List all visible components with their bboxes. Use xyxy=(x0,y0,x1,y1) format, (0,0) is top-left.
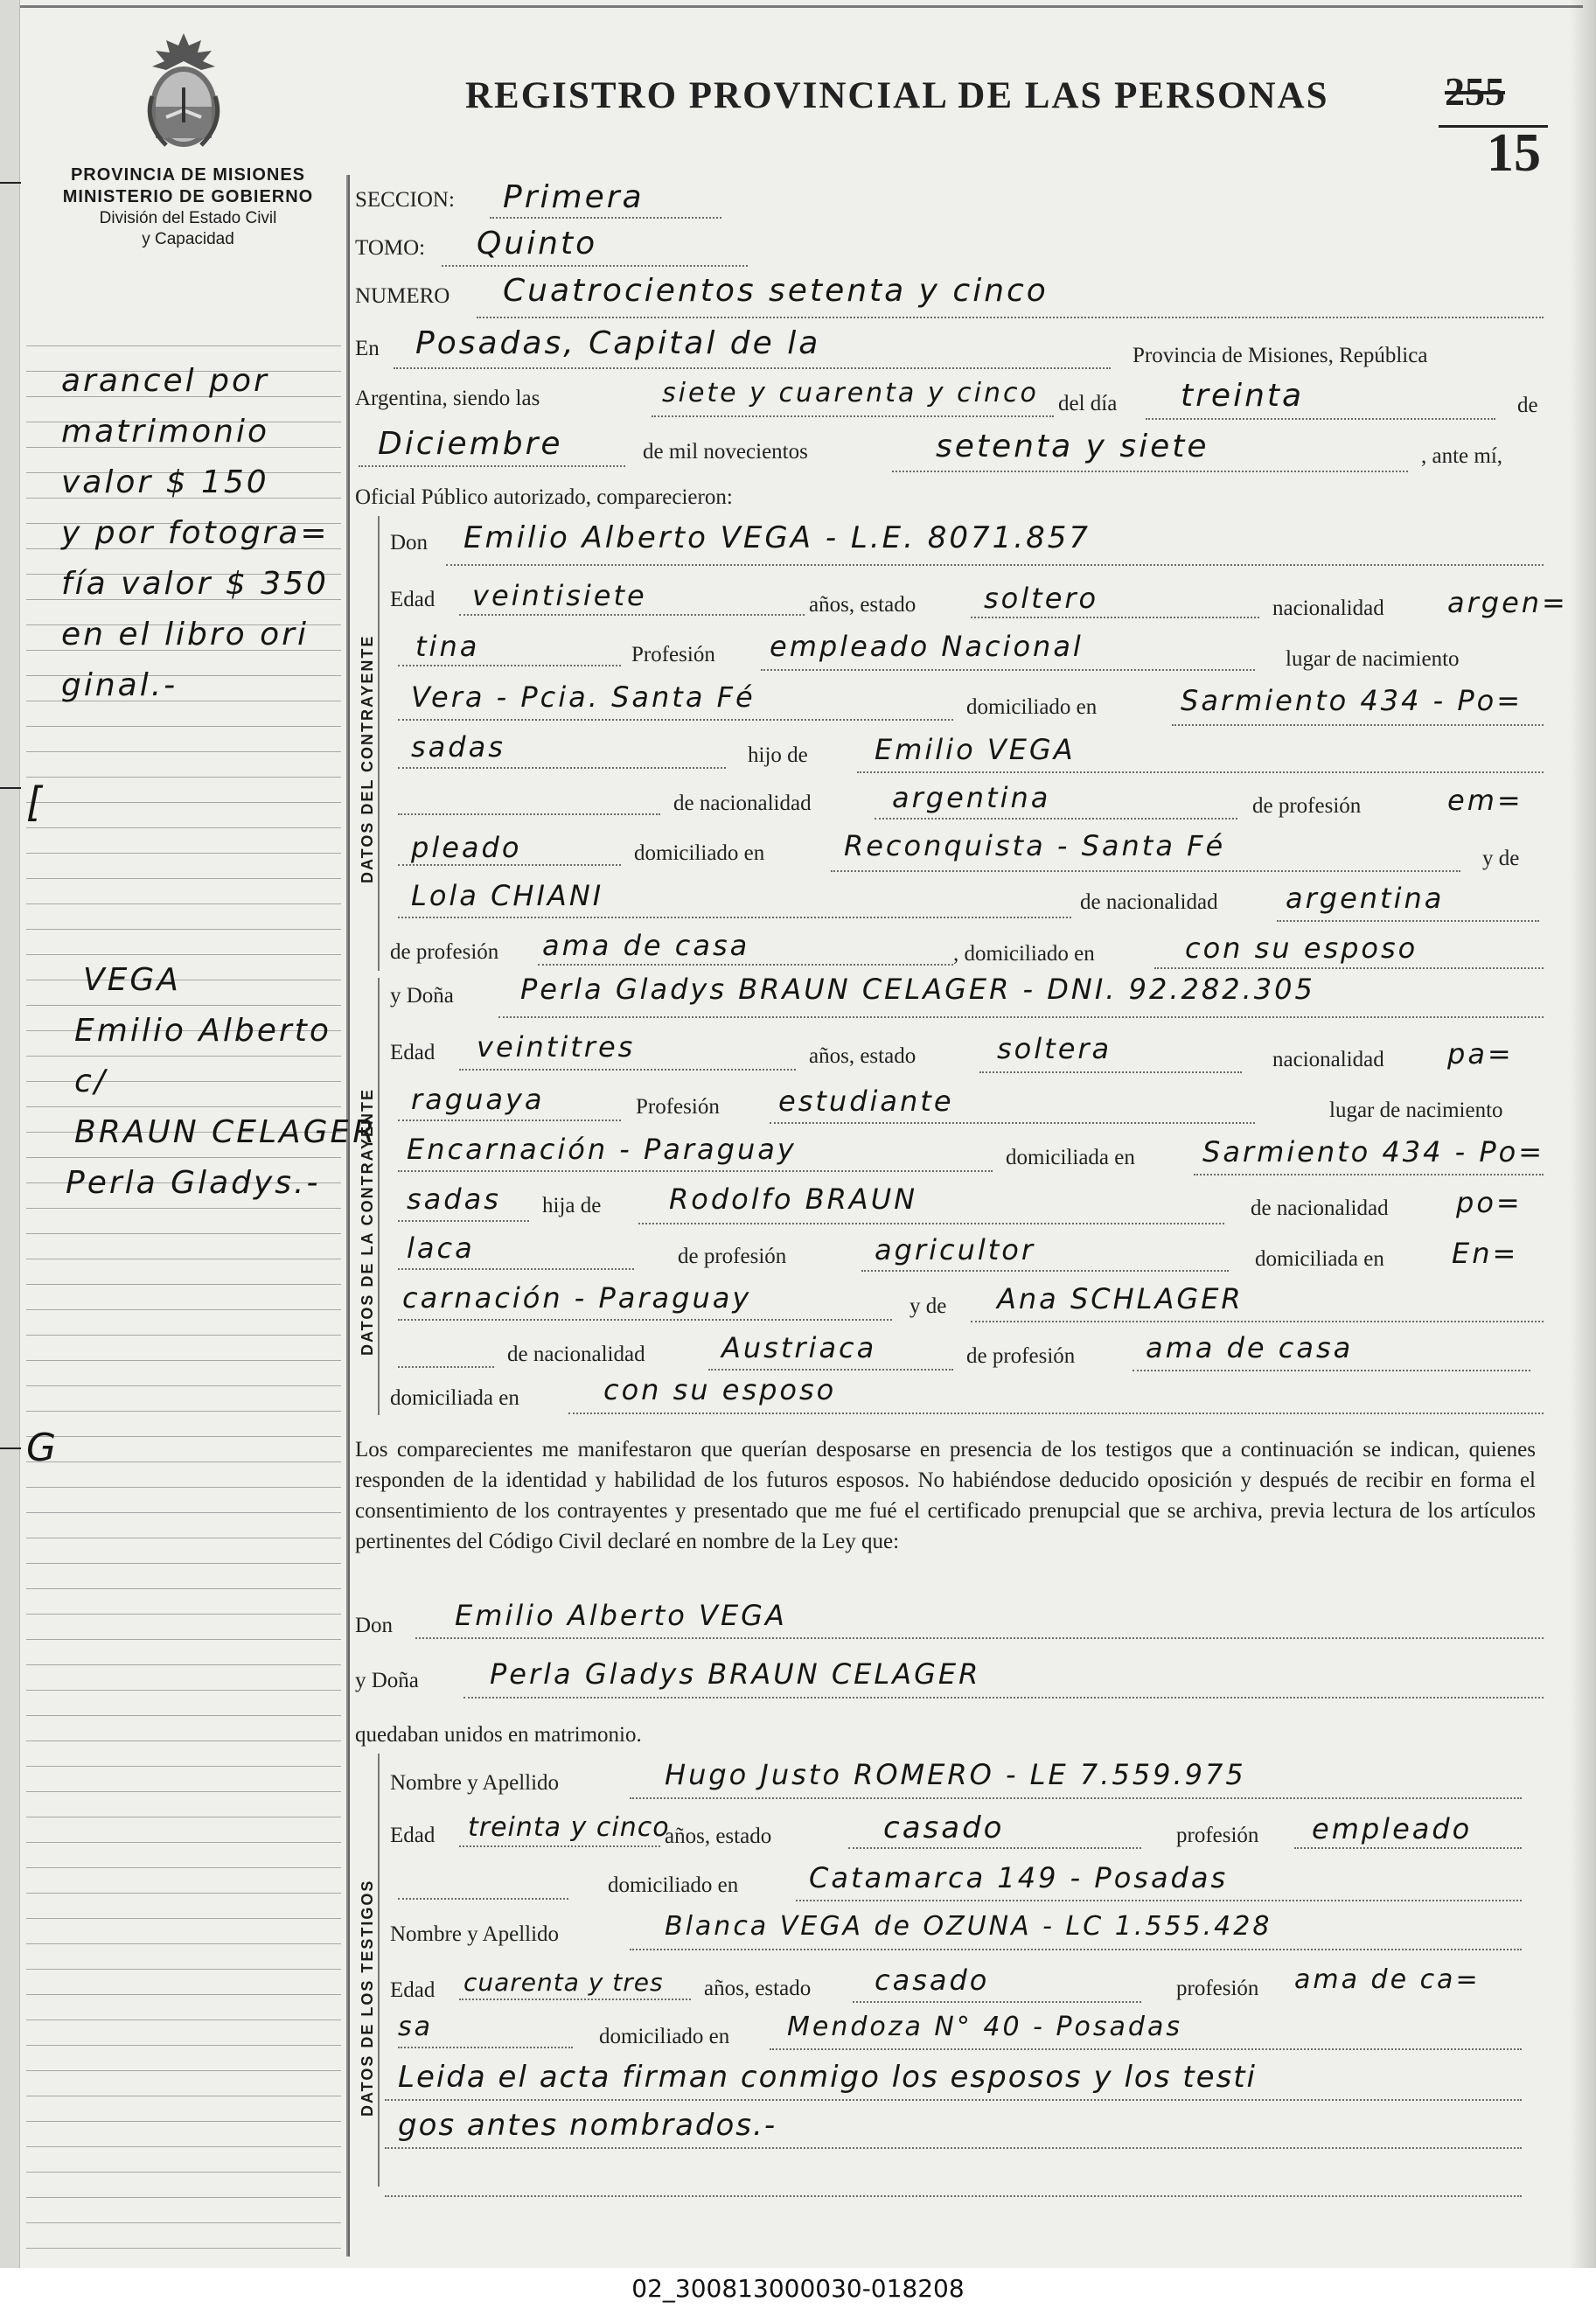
fill-line xyxy=(398,665,621,666)
margin-rule-line xyxy=(26,1157,341,1158)
margin-rule-line xyxy=(26,1893,341,1894)
padre-nacionalidad-label: de nacionalidad xyxy=(673,792,812,815)
margin-name-with: c/ xyxy=(74,1064,108,1099)
fill-line xyxy=(385,2195,1522,2197)
agency-line: División del Estado Civil xyxy=(99,209,277,227)
domiciliado-label: domiciliado en xyxy=(599,2025,730,2048)
fill-line xyxy=(398,1898,568,1900)
testigo-1-profesion: empleado xyxy=(1312,1812,1473,1845)
margin-rule-line xyxy=(26,1360,341,1361)
fill-line xyxy=(398,917,1071,918)
fill-line xyxy=(1172,724,1544,726)
top-edge xyxy=(9,5,1583,8)
binding-mark xyxy=(0,182,21,184)
margin-bracket-mark: [ xyxy=(26,778,45,826)
contrayente-1-frame xyxy=(378,516,380,971)
fill-line xyxy=(490,217,721,219)
fill-line xyxy=(459,1999,691,2000)
margin-note-line: matrimonio xyxy=(61,414,269,450)
closing-statement: Leida el acta firman conmigo los esposos y los testi xyxy=(398,2060,1257,2095)
testigo-2-profesion-cont: sa xyxy=(398,2012,434,2042)
quedaban-unidos: quedaban unidos en matrimonio. xyxy=(355,1723,642,1747)
fill-line xyxy=(398,864,621,866)
contrayente-2-lugar-nacimiento: Encarnación - Paraguay xyxy=(407,1133,797,1166)
contrayente-1-lugar-nacimiento: Vera - Pcia. Santa Fé xyxy=(411,680,756,714)
margin-rule-line xyxy=(26,1436,341,1437)
anios-estado-label: años, estado xyxy=(665,1824,772,1848)
margin-name-given: Perla Gladys.- xyxy=(66,1165,321,1201)
fill-line xyxy=(398,719,953,721)
madre-domicilio-label: , domiciliado en xyxy=(953,942,1095,966)
fill-line xyxy=(979,1071,1242,1073)
margin-rule-line xyxy=(26,1385,341,1386)
numero-value: Cuatrocientos setenta y cinco xyxy=(503,273,1049,309)
contrayente-2-padre: Rodolfo BRAUN xyxy=(669,1182,918,1216)
margin-rule-line xyxy=(26,802,341,803)
fill-line xyxy=(1277,920,1539,922)
agency-line: MINISTERIO DE GOBIERNO xyxy=(62,187,314,206)
margin-rule-line xyxy=(26,1969,341,1970)
fill-line xyxy=(1194,1174,1544,1175)
contrayente-2-name: Perla Gladys BRAUN CELAGER - DNI. 92.282.305 xyxy=(520,973,1315,1006)
contrayente-2-padre-nacionalidad-cont: laca xyxy=(407,1231,475,1265)
margin-rule-line xyxy=(26,1588,341,1589)
contrayente-1-padre-nacionalidad: argentina xyxy=(892,781,1051,814)
fill-line xyxy=(415,1637,1544,1639)
ante-label: , ante mí, xyxy=(1421,444,1503,468)
margin-rule-line xyxy=(26,1106,341,1107)
testigo-2-edad: cuarenta y tres xyxy=(463,1968,664,1997)
testigo-1-estado: casado xyxy=(883,1810,1005,1845)
fill-line xyxy=(861,1270,1229,1272)
profesion-label: profesión xyxy=(1176,1824,1259,1847)
contrayente-2-estado: soltera xyxy=(997,1032,1112,1065)
fill-line xyxy=(630,1949,1522,1950)
margin-rule-line xyxy=(26,726,341,727)
fill-line xyxy=(1133,1370,1530,1371)
margin-rule-line xyxy=(26,1005,341,1006)
oficial-label: Oficial Público autorizado, comparecieron: xyxy=(355,485,733,509)
fill-line xyxy=(770,2048,1522,2050)
don-label: Don xyxy=(355,1614,394,1637)
testigo-2-domicilio: Mendoza N° 40 - Posadas xyxy=(787,2012,1182,2042)
contrayente-2-madre-profesion: ama de casa xyxy=(1146,1331,1354,1364)
agency-line: y Capacidad xyxy=(142,229,234,248)
dia-value: treinta xyxy=(1181,378,1305,414)
margin-rule-line xyxy=(26,1918,341,1919)
coat-of-arms-icon xyxy=(131,26,236,157)
numero-label: NUMERO xyxy=(355,284,450,308)
fill-line xyxy=(446,564,1544,566)
file-identifier: 02_300813000030-018208 xyxy=(0,2268,1596,2309)
testigo-1-domicilio: Catamarca 149 - Posadas xyxy=(809,1861,1229,1894)
fill-line xyxy=(398,1268,634,1270)
margin-rule-line xyxy=(26,1335,341,1336)
contrayente-2-frame xyxy=(378,978,380,1415)
page-number-old: 255 xyxy=(1445,69,1505,114)
fill-line xyxy=(394,367,1111,369)
contrayente-1-domicilio: Sarmiento 434 - Po= xyxy=(1181,684,1523,717)
margin-name-surname: BRAUN CELAGER xyxy=(74,1114,378,1150)
margin-rule-line xyxy=(26,1994,341,1995)
nombre-apellido-label: Nombre y Apellido xyxy=(390,1771,560,1795)
de-label: de xyxy=(1517,394,1538,417)
padre-domicilio-label: domiciliado en xyxy=(634,841,765,865)
fill-line xyxy=(398,2047,573,2048)
del-dia-label: del día xyxy=(1058,392,1118,415)
testigos-frame xyxy=(378,1754,380,2187)
hora-value: siete y cuarenta y cinco xyxy=(662,378,1039,408)
nacionalidad-label: nacionalidad xyxy=(1272,596,1384,620)
en-label: En xyxy=(355,337,380,360)
margin-name-surname: VEGA xyxy=(83,962,181,998)
contrayente-2-madre-nacionalidad: Austriaca xyxy=(721,1331,877,1364)
fill-line xyxy=(708,1369,953,1371)
margin-name-given: Emilio Alberto xyxy=(74,1013,331,1049)
margin-rule-line xyxy=(26,1690,341,1691)
margin-rule-line xyxy=(26,1791,341,1792)
lugar-value: Posadas, Capital de la xyxy=(415,325,821,361)
contrayente-2-padre-nacionalidad: po= xyxy=(1456,1186,1523,1219)
margin-rule-line xyxy=(26,1563,341,1564)
fill-line xyxy=(459,1069,796,1071)
fill-line xyxy=(459,1845,660,1847)
madre-profesion-label: de profesión xyxy=(390,940,499,964)
fill-line xyxy=(398,767,726,769)
contrayente-1-estado: soltero xyxy=(984,582,1099,615)
fill-line xyxy=(638,1223,1224,1224)
contrayente-1-madre: Lola CHIANI xyxy=(411,879,604,912)
contrayente-2-nacionalidad: pa= xyxy=(1447,1037,1514,1071)
padre-profesion-label: de profesión xyxy=(678,1245,787,1268)
margin-rule-line xyxy=(26,2146,341,2147)
margin-rule-line xyxy=(26,903,341,904)
edad-label: Edad xyxy=(390,1041,436,1064)
lugar-nacimiento-label: lugar de nacimiento xyxy=(1286,647,1460,671)
seccion-label: SECCION: xyxy=(355,188,455,212)
nombre-apellido-label: Nombre y Apellido xyxy=(390,1922,560,1946)
don-label: Don xyxy=(390,531,429,555)
margin-rule-line xyxy=(26,1842,341,1843)
contrayente-1-madre-domicilio: con su esposo xyxy=(1185,931,1418,965)
domiciliada-label: domiciliada en xyxy=(1006,1146,1135,1169)
agency-line: PROVINCIA DE MISIONES xyxy=(70,165,306,185)
document-title: REGISTRO PROVINCIAL DE LAS PERSONAS xyxy=(465,75,1329,116)
anios-estado-label: años, estado xyxy=(704,1977,812,2000)
declaration-paragraph: Los comparecientes me manifestaron que querían desposarse en presencia de los testigos que a continuación se indican, quienes responden de la identidad y habilidad de los futuros esposos. No habiéndose deducido oposición y después de recibir en forma el consentimiento de los contrayentes y presentado que me fué el certificado prenupcial que se archiva, previa lectura de los artículos pertinentes del Código Civil declaré en nombre de la Ley que: xyxy=(355,1438,1536,1553)
anios-estado-label: años, estado xyxy=(809,1044,916,1068)
fill-line xyxy=(831,870,1460,872)
testigo-2-profesion: ama de ca= xyxy=(1294,1964,1481,1995)
fill-line xyxy=(770,1122,1255,1124)
fill-line xyxy=(463,1697,1544,1699)
binding-mark xyxy=(0,787,21,789)
fill-line xyxy=(1294,1847,1522,1849)
margin-note-line: arancel por xyxy=(61,363,269,399)
contrayente-1-padre-domicilio: Reconquista - Santa Fé xyxy=(844,829,1226,862)
fill-line xyxy=(398,1366,494,1368)
contrayente-2-profesion: estudiante xyxy=(778,1085,954,1118)
margin-rule-line xyxy=(26,878,341,879)
mes-value: Diciembre xyxy=(378,426,563,462)
margin-rule-line xyxy=(26,2197,341,2198)
lugar-nacimiento-label: lugar de nacimiento xyxy=(1329,1099,1503,1122)
declaracion-dona: Perla Gladys BRAUN CELAGER xyxy=(490,1657,981,1691)
fill-line xyxy=(796,1900,1522,1901)
fill-line xyxy=(892,471,1408,472)
margin-rule-line xyxy=(26,929,341,930)
fill-line xyxy=(1146,418,1495,420)
contrayente-2-padre-profesion: agricultor xyxy=(875,1233,1036,1266)
edad-label: Edad xyxy=(390,1824,436,1847)
contrayente-1-profesion: empleado Nacional xyxy=(770,630,1084,663)
contrayente-1-nacionalidad-cont: tina xyxy=(415,630,480,663)
contrayente-2-domicilio-cont: sadas xyxy=(407,1182,501,1216)
margin-rule-line xyxy=(26,2070,341,2071)
margin-bracket-mark: G xyxy=(26,1426,59,1470)
y-de-label: y de xyxy=(910,1294,947,1318)
mil-label: de mil novecientos xyxy=(643,440,808,464)
margin-rule-line xyxy=(26,2222,341,2223)
margin-rule-line xyxy=(26,2248,341,2249)
contrayente-1-padre: Emilio VEGA xyxy=(875,733,1076,766)
anios-estado-label: años, estado xyxy=(809,593,916,617)
margin-rule-line xyxy=(26,1664,341,1665)
fill-line xyxy=(477,317,1544,318)
padre-profesion-label: de profesión xyxy=(1252,794,1362,818)
contrayente-2-edad: veintitres xyxy=(477,1030,636,1064)
fill-line xyxy=(568,1413,1544,1414)
margin-rule-line xyxy=(26,2172,341,2173)
profesion-label: profesión xyxy=(1176,1977,1259,2000)
fill-line xyxy=(761,669,1255,671)
margin-note-line: valor $ 150 xyxy=(61,464,269,500)
profesion-label: Profesión xyxy=(631,643,715,666)
padre-domicilio-label: domiciliada en xyxy=(1255,1247,1384,1271)
margin-rule-line xyxy=(26,1233,341,1234)
contrayente-1-padre-profesion: em= xyxy=(1447,784,1523,817)
margin-rule-line xyxy=(26,954,341,955)
fill-line xyxy=(359,465,625,467)
margin-rule-line xyxy=(26,827,341,828)
tomo-label: TOMO: xyxy=(355,236,426,260)
domiciliado-label: domiciliado en xyxy=(966,695,1098,719)
contrayente-1-edad: veintisiete xyxy=(472,579,647,612)
argentina-label: Argentina, siendo las xyxy=(355,387,540,410)
contrayente-2-padre-domicilio-cont: carnación - Paraguay xyxy=(402,1281,752,1315)
padre-nacionalidad-label: de nacionalidad xyxy=(1251,1196,1389,1220)
madre-nacionalidad-label: de nacionalidad xyxy=(1080,890,1218,914)
testigo-1-edad: treinta y cinco xyxy=(468,1812,670,1843)
fill-line xyxy=(442,265,748,267)
madre-domicilio-label: domiciliada en xyxy=(390,1386,519,1410)
fill-line xyxy=(652,415,1054,417)
margin-note-line: fía valor $ 350 xyxy=(61,566,329,602)
fill-line xyxy=(398,1319,892,1321)
contrayente-1-side-label: DATOS DEL CONTRAYENTE xyxy=(359,634,376,883)
fill-line xyxy=(538,964,953,966)
dona-label: y Doña xyxy=(355,1669,419,1692)
fill-line xyxy=(853,2001,1141,2003)
margin-rule-line xyxy=(26,1614,341,1615)
testigo-2-nombre: Blanca VEGA de OZUNA - LC 1.555.428 xyxy=(665,1911,1272,1942)
fill-line xyxy=(971,617,1259,618)
margin-rule-line xyxy=(26,853,341,854)
margin-note-line: en el libro ori xyxy=(61,617,309,652)
margin-rule-line xyxy=(26,345,341,346)
margin-rule-line xyxy=(26,1056,341,1057)
nacionalidad-label: nacionalidad xyxy=(1272,1048,1384,1071)
margin-rule-line xyxy=(26,1284,341,1285)
margin-rule-line xyxy=(26,1867,341,1868)
contrayente-2-madre-domicilio: con su esposo xyxy=(603,1373,837,1406)
margin-rule-line xyxy=(26,1411,341,1412)
fill-line xyxy=(398,1170,993,1172)
margin-rule-line xyxy=(26,1208,341,1209)
profesion-label: Profesión xyxy=(636,1095,720,1119)
page-shadow xyxy=(1570,0,1596,2268)
margin-note-line: ginal.- xyxy=(61,667,178,703)
margin-rule-line xyxy=(26,1487,341,1488)
fill-line xyxy=(398,1220,529,1222)
contrayente-1-madre-profesion: ama de casa xyxy=(542,929,750,962)
margin-rule-line xyxy=(26,1766,341,1767)
contrayente-1-domicilio-cont: sadas xyxy=(411,730,505,764)
margin-rule-line xyxy=(26,1943,341,1944)
hijo-de-label: hijo de xyxy=(748,743,808,767)
contrayente-1-name: Emilio Alberto VEGA - L.E. 8071.857 xyxy=(463,520,1091,555)
contrayente-2-madre: Ana SCHLAGER xyxy=(997,1282,1244,1315)
testigos-side-label: DATOS DE LOS TESTIGOS xyxy=(359,1879,376,2117)
fill-line xyxy=(385,2099,1522,2101)
seccion-value: Primera xyxy=(503,179,645,215)
margin-rule-line xyxy=(26,1740,341,1741)
fill-line xyxy=(498,1016,1544,1018)
contrayente-1-padre-profesion-cont: pleado xyxy=(411,831,522,864)
madre-profesion-label: de profesión xyxy=(966,1344,1076,1368)
contrayente-2-padre-domicilio: En= xyxy=(1452,1237,1519,1270)
fill-line xyxy=(385,2147,1522,2149)
margin-rule-line xyxy=(26,1715,341,1716)
fill-line xyxy=(630,1797,1522,1799)
declaracion-don: Emilio Alberto VEGA xyxy=(455,1599,787,1632)
tomo-value: Quinto xyxy=(477,226,598,262)
madre-nacionalidad-label: de nacionalidad xyxy=(507,1343,645,1366)
margin-rule-line xyxy=(26,1512,341,1513)
closing-statement-cont: gos antes nombrados.- xyxy=(398,2108,777,2143)
fill-line xyxy=(848,1847,1141,1849)
fill-line xyxy=(398,1120,621,1121)
fill-line xyxy=(398,813,660,815)
margin-rule-line xyxy=(26,2121,341,2122)
margin-note-line: y por fotogra= xyxy=(61,515,330,551)
dona-label: y Doña xyxy=(390,984,454,1008)
contrayente-2-side-label: DATOS DE LA CONTRAYENTE xyxy=(359,1087,376,1356)
margin-rule-line xyxy=(26,1081,341,1082)
hija-de-label: hija de xyxy=(542,1194,602,1217)
margin-rule-line xyxy=(26,1309,341,1310)
binding-mark xyxy=(0,1447,21,1449)
provincia-label: Provincia de Misiones, República xyxy=(1133,344,1428,367)
testigo-1-nombre: Hugo Justo ROMERO - LE 7.559.975 xyxy=(665,1758,1246,1791)
fill-line xyxy=(459,614,805,616)
fill-line xyxy=(971,1321,1544,1322)
margin-rule-line xyxy=(26,777,341,778)
contrayente-1-nacionalidad: argen= xyxy=(1447,586,1568,619)
margin-rule-line xyxy=(26,751,341,752)
margin-rule-line xyxy=(26,1639,341,1640)
contrayente-2-domicilio: Sarmiento 434 - Po= xyxy=(1202,1135,1545,1168)
contrayente-1-madre-nacionalidad: argentina xyxy=(1286,882,1445,915)
testigo-2-estado: casado xyxy=(875,1964,990,1997)
anio-value: setenta y siete xyxy=(936,429,1209,464)
edad-label: Edad xyxy=(390,1978,436,2002)
y-de-label: y de xyxy=(1482,847,1520,870)
edad-label: Edad xyxy=(390,588,436,611)
fill-line xyxy=(1154,967,1544,969)
fill-line xyxy=(857,771,1544,773)
page-number: 15 xyxy=(1487,123,1541,183)
margin-rule-line xyxy=(26,1461,341,1462)
domiciliado-label: domiciliado en xyxy=(608,1873,739,1897)
fill-line xyxy=(875,818,1237,820)
contrayente-2-nacionalidad-cont: raguaya xyxy=(411,1083,545,1116)
margin-rule-line xyxy=(26,2045,341,2046)
binding-edge xyxy=(0,0,20,2268)
issuing-agency xyxy=(44,164,332,250)
